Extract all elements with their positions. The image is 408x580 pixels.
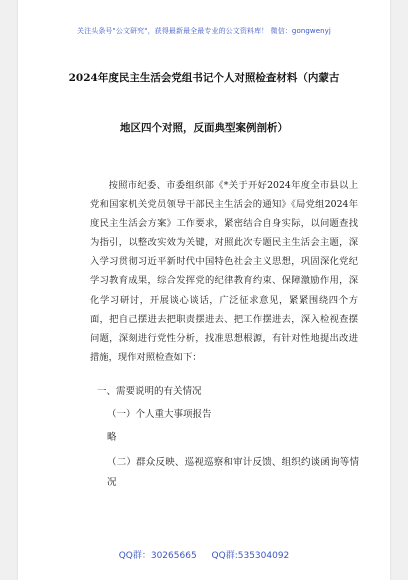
brief-note: 略 (107, 432, 117, 443)
footer-qq-group-2[interactable]: QQ群:535304092 (211, 551, 290, 561)
document-title-line-2: 地区四个对照，反面典型案例剖析） (120, 122, 288, 134)
subsection-heading-2: （二）群众反映、巡视巡察和审计反馈、组织约谈函询等情况 (107, 457, 359, 488)
section-heading-1: 一、需要说明的有关情况 (97, 386, 202, 397)
subsection-heading-1: （一）个人重大事项报告 (107, 409, 212, 420)
body-paragraph: 按照市纪委、市委组织部《*关于开好2024年度全市县以上党和国家机关党员领导干部民主生活会的通知》《局党组2024年度民主生活会方案》工作要求，紧密结合自身实际，以问题查找为指引，以整改实效为关键，对照此次专题民主生活会主题，深入学习贯彻习近平新时代中国特色社会主义思想，巩固深化党纪学习教育成果，综合发挥党的纪律教育约束、保障激励作用，深化学习研讨，开展谈心谈话，广泛征求意见，紧紧围绕四个方面，把自己摆进去把职责摆进去、把工作摆进去，深入检视查摆问题，深刻进行党性分析，找准思想根源，有针对性地提出改进措施，现作对照检查如下： (90, 180, 358, 363)
header-banner[interactable]: 关注头条号"公文研究"，获得最新最全最专业的公文资料库！ 微信：gongwenyj (77, 27, 331, 35)
footer-contact (18, 548, 390, 561)
footer-qq-group-1[interactable]: QQ群：30265665 (118, 551, 197, 561)
document-title-line-1: 2024年度民主生活会党组书记个人对照检查材料（内蒙古 (68, 72, 340, 84)
document-page (18, 0, 390, 580)
